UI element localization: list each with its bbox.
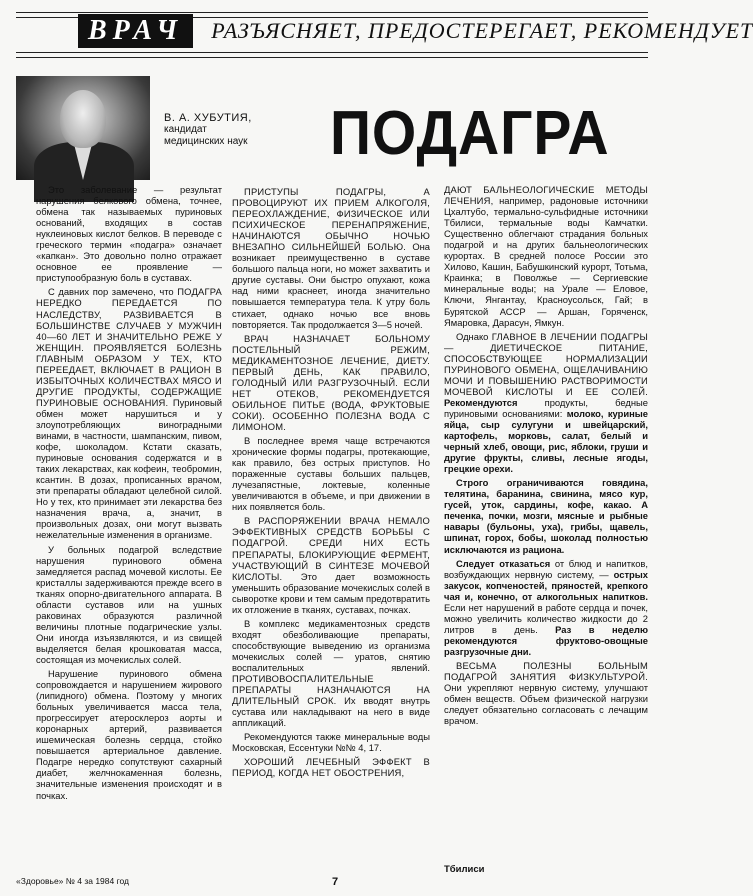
paragraph: Рекомендуются также минеральные воды Московская, Ессентуки №№ 4, 17. [232, 731, 430, 754]
header-rule-bottom [16, 57, 648, 58]
paragraph: Нарушение пуринового обмена сопровождается и нарушением жирового (липидного) обмена. Поэтому у многих больных увеличивается масса тела, прогрессирует атеросклероз аорты и коронарных артерий, развивается ишемическая болезнь сердца, стойко повышается артериальное давление. Подагре нередко сопутствуют сахарный диабет, желчнокаменная болезнь, значительные изменения происходят и в почках. [36, 668, 222, 801]
paragraph: Следует отказаться от блюд и напитков, возбуждающих нервную систему, — острых закусок, копченостей, пряностей, крепкого чая и, конечно, от алкогольных напитков. Если нет нарушений в работе сердца и почек, можно увеличить количество жидкости до 2 литров в день. Раз в неделю рекомендуются фруктово-овощные разгрузочные дни. [444, 557, 649, 657]
paragraph: С давних пор замечено, что ПОДАГРА НЕРЕДКО ПЕРЕДАЕТСЯ ПО НАСЛЕДСТВУ, РАЗВИВАЕТСЯ В БОЛЬШИНСТВЕ СЛУЧАЕВ У МУЖЧИН 40—60 ЛЕТ И ЗНАЧИТЕЛЬНО РЕЖЕ У ЖЕНЩИН. ПРОЯВЛЯЕТСЯ БОЛЕЗНЬ ГЛАВНЫМ ОБРАЗОМ У ТЕХ, КТО ПЕРЕЕДАЕТ, ВКЛЮЧАЕТ В РАЦИОН В ИЗБЫТОЧНЫХ КОЛИЧЕСТВАХ МЯСО И ДРУГИЕ ПРОДУКТЫ, СОДЕРЖАЩИЕ ПУРИНОВЫЕ ОСНОВАНИЯ. Пуриновый обмен может нарушиться и у злоупотребляющих виноградными винами, в частности, шампанским, пивом, кофе, шоколадом. Кстати сказать, пуриновые основания содержатся и в таких лекарствах, как кофеин, теобромин, ксантин. В дозах, прописанных врачом, эти препараты обладают целебной силой. Но у тех, кто принимает эти лекарства без назначения врача, а, значит, в произвольных дозах, они могут вызвать нежелательные изменения в организме. [36, 286, 223, 541]
paragraph: В последнее время чаще встречаются хронические формы подагры, протекающие, как правило, без острых приступов. Но пораженные суставы больших пальцев, лучезапястные, локтевые, коленные увеличиваются в объеме, и при движении в них появляется боль. [232, 435, 430, 513]
paragraph: Это заболевание — результат нарушения белкового обмена, точнее, обмена так называемых пуриновых оснований, входящих в состав нуклеиновых кислот белков. В переводе с греческого термин «подагра» означает «капкан». Это довольно полно отражает основное ее проявление — приступообразную боль в суставах. [36, 184, 222, 284]
paragraph: У больных подагрой вследствие нарушения пуринового обмена замедляется распад мочевой кислоты. Ее кристаллы задерживаются прежде всего в тканях опорно-двигательного аппарата. В области суставов или на ушных раковинах образуются различной величины плотные подагрические узлы. Они иногда изъязвляются, и из свищей выделяется белая крошковатая масса, состоящая из мочекислых солей. [36, 543, 222, 665]
author-byline [164, 112, 252, 148]
paragraph: Однако ГЛАВНОЕ В ЛЕЧЕНИИ ПОДАГРЫ — ДИЕТИЧЕСКОЕ ПИТАНИЕ, СПОСОБСТВУЮЩЕЕ НОРМАЛИЗАЦИИ ПУРИНОВОГО ОБМЕНА, ОЩЕЛАЧИВАНИЮ МОЧИ И ПОВЫШЕНИЮ РАСТВОРИМОСТИ МОЧЕВОЙ КИСЛОТЫ И ЕЕ СОЛЕЙ. Рекомендуются продукты, бедные пуриновыми основаниями: молоко, куриные яйца, сыр сулугуни и швейцарский, картофель, морковь, салат, белый и черный хлеб, овощи, рис, яблоки, груши и другие фрукты, сливы, лесные ягоды, грецкие орехи. [444, 330, 649, 475]
publication-footer: «Здоровье» № 4 за 1984 год [16, 876, 130, 886]
header-rule-bottom-inner [16, 52, 648, 53]
author-degree: кандидат [164, 124, 207, 135]
paragraph: В комплекс медикаментозных средств входят обезболивающие препараты, способствующие выведению из организма мочекислых солей — уратов, снятию воспалительных явлений. ПРОТИВОВОСПАЛИТЕЛЬНЫЕ ПРЕПАРАТЫ НАЗНАЧАЮТСЯ НА ДЛИТЕЛЬНЫЙ СРОК. Их вводят внутрь сустава или накладывают на него в виде аппликаций. [232, 617, 430, 729]
section-header [16, 8, 753, 54]
author-name: В. А. ХУБУТИЯ, [164, 112, 252, 124]
paragraph: В РАСПОРЯЖЕНИИ ВРАЧА НЕМАЛО ЭФФЕКТИВНЫХ СРЕДСТВ БОРЬБЫ С ПОДАГРОЙ. СРЕДИ НИХ ЕСТЬ ПРЕПАРАТЫ, БЛОКИРУЮЩИЕ ФЕРМЕНТ, УЧАСТВУЮЩИЙ В СИНТЕЗЕ МОЧЕВОЙ КИСЛОТЫ. Это дает возможность уменьшить образование мочекислых солей в сыворотке крови и тем самым предотвратить их отложение в тканях, суставах, почках. [232, 515, 430, 615]
article-column-1 [36, 184, 222, 804]
article-column-2 [232, 186, 430, 781]
author-field: медицинских наук [164, 136, 248, 147]
author-photo [16, 76, 150, 180]
article-title: ПОДАГРА [330, 99, 610, 168]
paragraph: ДАЮТ БАЛЬНЕОЛОГИЧЕСКИЕ МЕТОДЫ ЛЕЧЕНИЯ, например, радоновые источники Цхалтубо, термально-сульфидные источники Тбилиси, термальные воды Камчатки. Существенно облегчают страдания больных подагрой и на других бальнеологических курортах. В средней полосе России это Хилово, Кашин, Бабушкинский курорт, Тотьма, Краинка; в Поволжье — Сергиевские минеральные воды; на Урале — Еловое, Ключи, Янгантау, Красноусольск, Гай; в Бурятской АССР — Аршан, Горяченск, Ямаровка, Дарасун, Ямкун. [444, 184, 648, 328]
article-signoff: Тбилиси [444, 864, 485, 875]
article-column-3 [444, 184, 648, 729]
section-tagline: РАЗЪЯСНЯЕТ, ПРЕДОСТЕРЕГАЕТ, РЕКОМЕНДУЕТ [211, 18, 753, 43]
page-number: 7 [332, 876, 339, 888]
paragraph: ПРИСТУПЫ ПОДАГРЫ, А ПРОВОЦИРУЮТ ИХ ПРИЕМ АЛКОГОЛЯ, ПЕРЕОХЛАЖДЕНИЕ, ФИЗИЧЕСКОЕ ИЛИ ПСИХИЧЕСКОЕ ПЕРЕНАПРЯЖЕНИЕ, НАЧИНАЮТСЯ ОБЫЧНО НОЧЬЮ ВНЕЗАПНО СИЛЬНЕЙШЕЙ БОЛЬЮ. Она возникает преимущественно в суставе большого пальца ноги, но может захватить и другие суставы. Они быстро опухают, кожа над ними краснеет, иногда значительно повышается температура тела. К утру боль стихает, однако ночью все вновь повторяется. Так продолжается 3—5 ночей. [232, 186, 430, 330]
section-label: ВРАЧ [78, 14, 193, 48]
paragraph: Строго ограничиваются говядина, телятина, баранина, свинина, мясо кур, гусей, уток, сардины, кофе, какао. А печенка, почки, мозги, мясные и рыбные навары (бульоны, уха), грибы, щавель, шпинат, горох, бобы, шоколад полностью исключаются из рациона. [444, 477, 648, 555]
paragraph: ВРАЧ НАЗНАЧАЕТ БОЛЬНОМУ ПОСТЕЛЬНЫЙ РЕЖИМ, МЕДИКАМЕНТОЗНОЕ ЛЕЧЕНИЕ, ДИЕТУ. ПЕРВЫЙ ДЕНЬ, КАК ПРАВИЛО, ГОЛОДНЫЙ ИЛИ РАЗГРУЗОЧНЫЙ. ЕСЛИ НЕТ ОТЕКОВ, РЕКОМЕНДУЕТСЯ ОБИЛЬНОЕ ПИТЬЕ (ВОДА, ФРУКТОВЫЕ СОКИ). ОСОБЕННО ПОЛЕЗНА ВОДА С ЛИМОНОМ. [232, 332, 430, 432]
paragraph: ХОРОШИЙ ЛЕЧЕБНЫЙ ЭФФЕКТ В ПЕРИОД, КОГДА НЕТ ОБОСТРЕНИЯ, [232, 756, 430, 779]
paragraph: ВЕСЬМА ПОЛЕЗНЫ БОЛЬНЫМ ПОДАГРОЙ ЗАНЯТИЯ ФИЗКУЛЬТУРОЙ. Они укрепляют нервную систему, улучшают обмен веществ. Объем физической нагрузки следует обязательно согласовать с лечащим врачом. [444, 659, 648, 727]
